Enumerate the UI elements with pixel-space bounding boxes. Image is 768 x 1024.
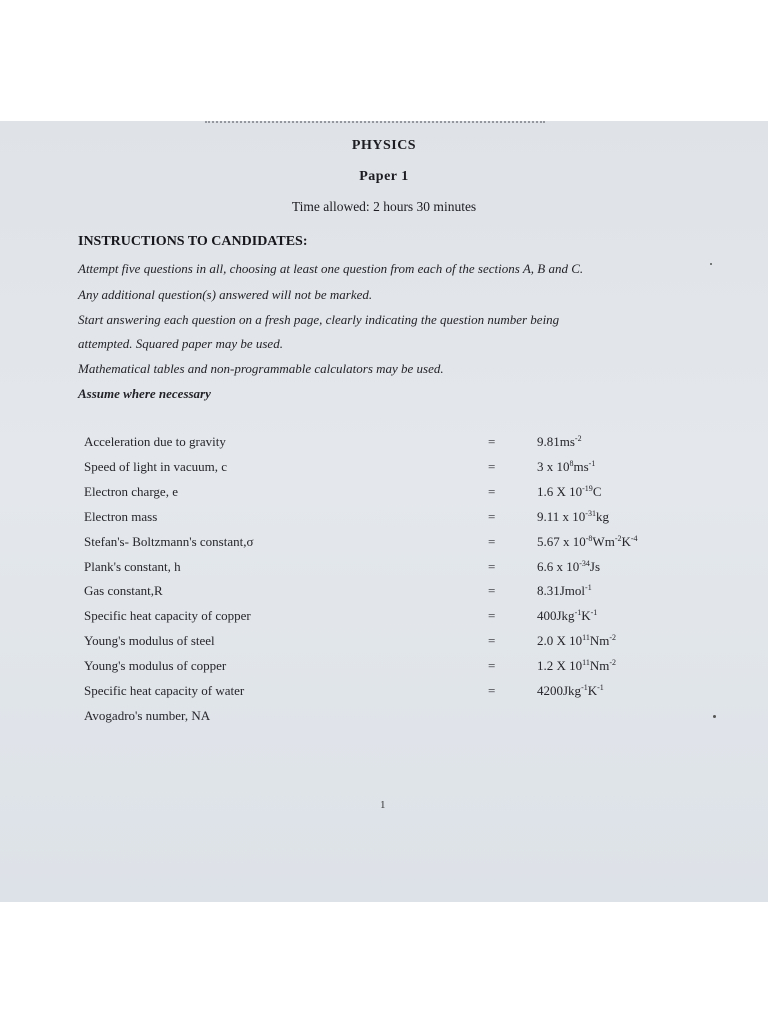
value-part: 6.6 x 10	[537, 558, 580, 574]
constant-value	[537, 434, 582, 450]
equals-sign: =	[488, 458, 496, 474]
constant-row	[0, 484, 768, 506]
constant-row	[0, 459, 768, 481]
constant-row	[0, 534, 768, 556]
constant-name: Plank's constant, h	[84, 558, 181, 574]
value-exponent: -1	[574, 608, 582, 618]
instruction-line: Any additional question(s) answered will not be marked.	[78, 287, 373, 302]
constant-row	[0, 683, 768, 705]
constant-row	[0, 559, 768, 581]
value-exponent: 11	[582, 658, 590, 668]
value-exponent: -34	[579, 558, 590, 568]
page-number: 1	[380, 799, 386, 811]
equals-sign: =	[488, 508, 496, 524]
value-part: K	[587, 683, 598, 698]
constant-value	[537, 658, 616, 674]
value-part: K	[621, 533, 631, 549]
value-part: 9.81ms	[537, 434, 575, 449]
value-part: Wm	[592, 533, 615, 549]
subject-title: PHYSICS	[351, 138, 417, 153]
instruction-line: attempted. Squared paper may be used.	[78, 336, 283, 351]
constant-name: Specific heat capacity of copper	[84, 608, 251, 624]
value-part: Nm	[589, 633, 610, 649]
constant-row	[0, 708, 768, 730]
value-part: 400Jkg	[537, 608, 575, 624]
constant-value	[537, 683, 604, 699]
constant-name: Electron charge, e	[84, 483, 178, 499]
value-exponent: -2	[614, 533, 622, 543]
equals-sign: =	[488, 583, 496, 599]
constant-value	[537, 459, 595, 475]
value-exponent: -2	[609, 633, 617, 643]
constant-name: Stefan's- Boltzmann's constant,σ	[84, 533, 254, 549]
value-part: kg	[595, 508, 609, 524]
constant-name: Electron mass	[84, 508, 158, 524]
constant-value	[537, 484, 601, 500]
constant-name: Specific heat capacity of water	[84, 683, 245, 698]
constant-value	[537, 559, 600, 575]
value-part: ms	[573, 458, 589, 474]
value-exponent: -8	[585, 533, 593, 543]
value-exponent: -2	[609, 658, 617, 668]
value-exponent: -1	[585, 583, 592, 593]
value-exponent: -2	[574, 434, 582, 443]
value-part: 9.11 x 10	[537, 508, 586, 524]
equals-sign: =	[488, 658, 496, 674]
value-part: K	[581, 608, 591, 624]
instruction-line: Start answering each question on a fresh page, clearly indicating the question number being	[78, 312, 560, 327]
value-part: 1.6 X 10	[537, 483, 583, 499]
value-part: 4200Jkg	[537, 683, 582, 698]
assume-note: Assume where necessary	[78, 386, 211, 401]
value-exponent: -1	[581, 683, 588, 692]
time-allowed: Time allowed: 2 hours 30 minutes	[291, 199, 477, 214]
constant-name: Young's modulus of steel	[84, 633, 215, 649]
constant-row	[0, 583, 768, 605]
constant-row	[0, 633, 768, 655]
constant-row	[0, 608, 768, 630]
value-exponent: -1	[588, 458, 596, 468]
value-exponent: -1	[597, 683, 604, 692]
exam-sheet	[0, 121, 768, 902]
constant-value	[537, 608, 597, 624]
equals-sign: =	[488, 608, 496, 624]
value-part: Nm	[589, 658, 610, 674]
value-part: 3 x 10	[537, 458, 570, 474]
value-exponent: -4	[630, 533, 638, 543]
paper-speck	[710, 263, 712, 265]
constant-value	[537, 534, 638, 550]
constant-name: Acceleration due to gravity	[84, 434, 226, 449]
constant-row	[0, 509, 768, 531]
equals-sign: =	[488, 533, 496, 549]
value-part: 8.31Jmol	[537, 583, 586, 599]
value-exponent: -1	[590, 608, 598, 618]
paper-speck	[713, 715, 716, 718]
value-part: C	[592, 483, 602, 499]
constant-value	[537, 633, 616, 649]
constant-row	[0, 434, 768, 456]
constant-row	[0, 658, 768, 680]
constant-name: Avogadro's number, NA	[84, 707, 211, 723]
equals-sign: =	[488, 558, 496, 574]
instruction-line: Mathematical tables and non-programmable calculators may be used.	[78, 361, 444, 376]
equals-sign: =	[488, 434, 496, 449]
instructions-heading: INSTRUCTIONS TO CANDIDATES:	[78, 234, 308, 249]
value-exponent: 8	[569, 458, 574, 468]
constant-value	[537, 509, 609, 525]
value-exponent: -19	[582, 483, 593, 493]
value-part: Js	[589, 558, 601, 574]
paper-label: Paper 1	[359, 169, 409, 184]
value-part: 5.67 x 10	[537, 533, 586, 549]
equals-sign: =	[488, 683, 496, 698]
equals-sign: =	[488, 633, 496, 649]
constant-value	[537, 583, 592, 599]
value-exponent: 11	[582, 633, 590, 643]
constant-name: Young's modulus of copper	[84, 658, 227, 674]
equals-sign: =	[488, 483, 496, 499]
constant-name: Speed of light in vacuum, c	[84, 458, 227, 474]
value-part: 2.0 X 10	[537, 633, 583, 649]
constant-name: Gas constant,R	[84, 583, 163, 599]
value-exponent: -31	[585, 508, 596, 518]
faded-header-text	[205, 121, 545, 129]
instruction-line: Attempt five questions in all, choosing at least one question from each of the sections A, B and C.	[78, 261, 584, 276]
value-part: 1.2 X 10	[537, 658, 583, 674]
